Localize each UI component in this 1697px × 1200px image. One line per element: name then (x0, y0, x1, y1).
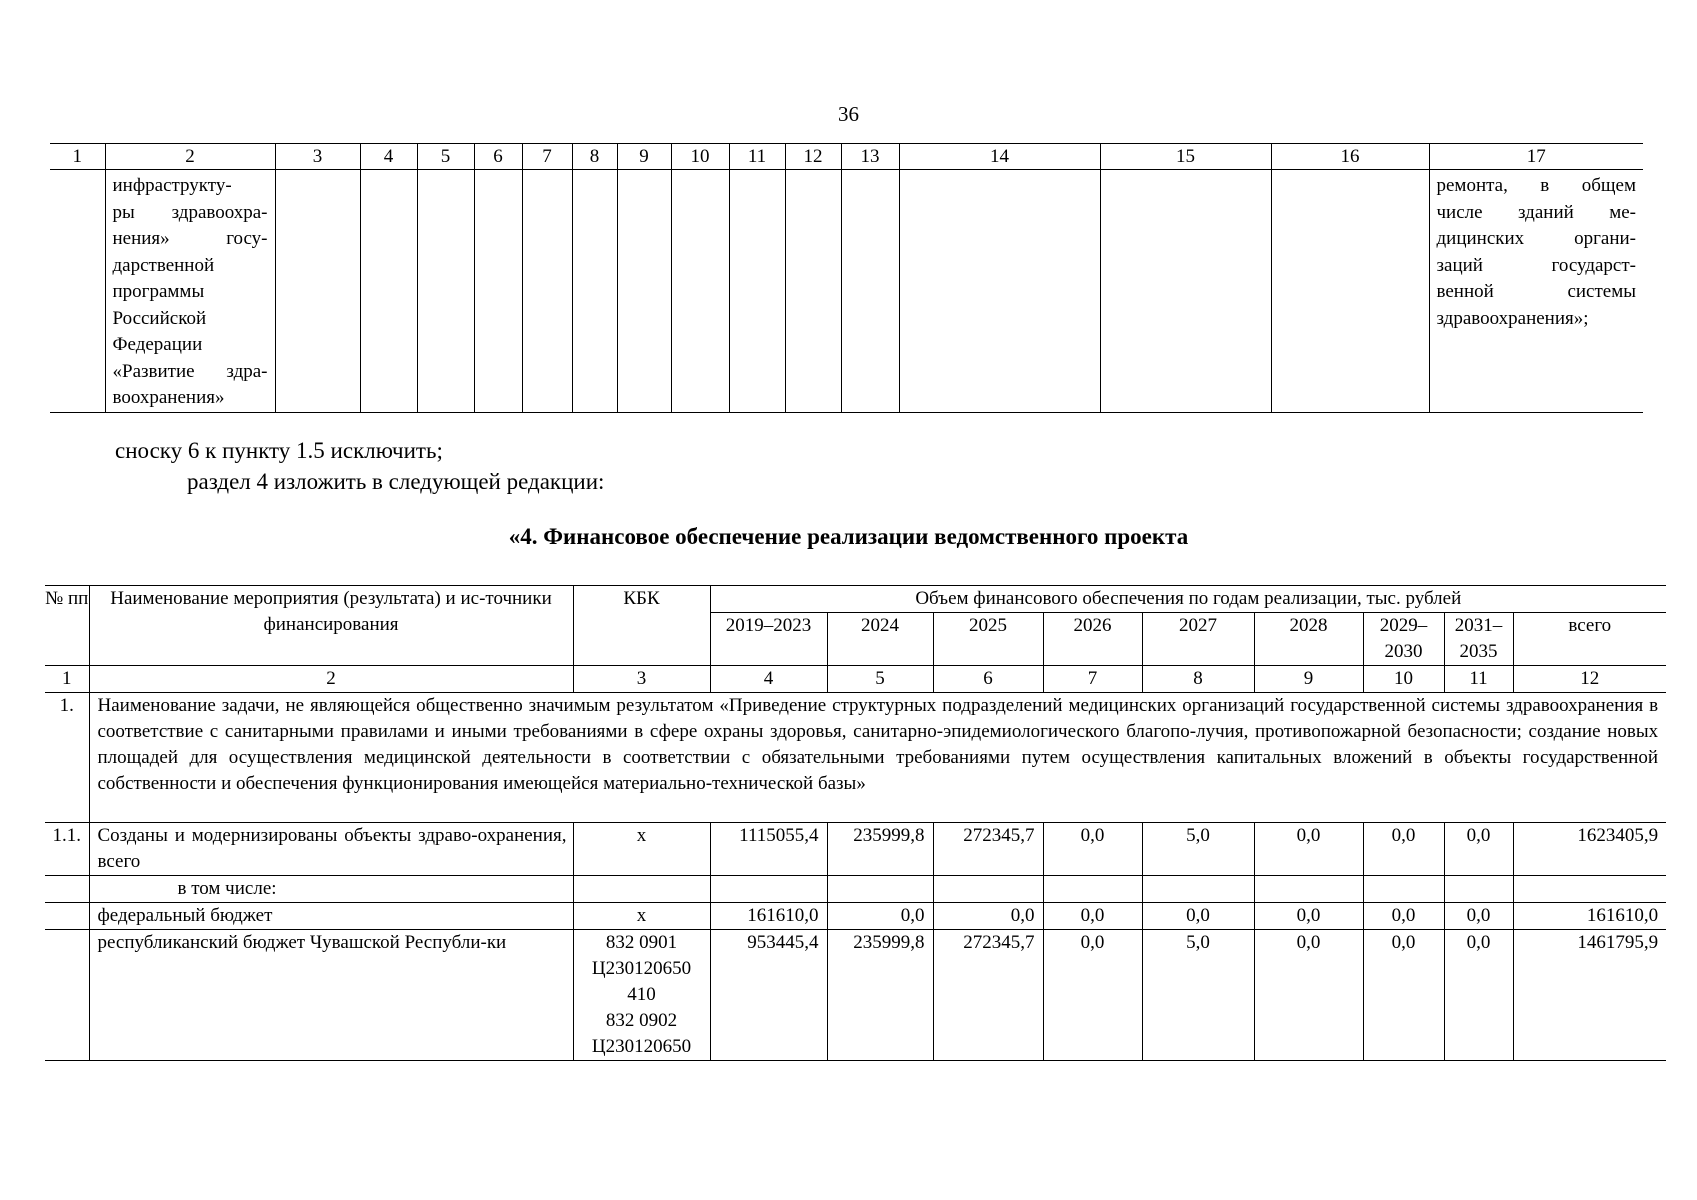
row-value: 0,0 (1043, 903, 1142, 930)
cell-text-line: ры здравоохра- (112, 201, 268, 223)
header-no: № пп (45, 586, 89, 666)
year-header: 2027 (1142, 613, 1254, 666)
row-number (45, 930, 89, 1061)
financing-table (45, 585, 1666, 1061)
column-number: 12 (1513, 666, 1666, 693)
row-kbk: x (573, 823, 710, 876)
row-value (1043, 876, 1142, 903)
row-value: 0,0 (1363, 823, 1444, 876)
table1-header-cell: 1 (50, 144, 105, 170)
row-value: 5,0 (1142, 823, 1254, 876)
cell-text-line: инфраструкту- (112, 175, 232, 196)
instruction-line-2: раздел 4 изложить в следующей редакции: (187, 469, 605, 494)
table1-header-cell: 10 (671, 144, 729, 170)
row-value (1254, 876, 1363, 903)
table1-header-cell: 2 (105, 144, 275, 170)
table1-header-cell: 3 (275, 144, 360, 170)
column-number: 9 (1254, 666, 1363, 693)
table1-cell (572, 170, 617, 413)
section-title: «4. Финансовое обеспечение реализации ведомственного проекта (508, 524, 1189, 549)
row-value: 235999,8 (827, 823, 933, 876)
task-row (45, 693, 1666, 823)
table1-header-cell: 9 (617, 144, 671, 170)
row-value: 0,0 (1444, 930, 1513, 1061)
table1-header-cell: 13 (841, 144, 899, 170)
table1-cell (275, 170, 360, 413)
column-number: 1 (45, 666, 89, 693)
cell-text-line: ремонта, в общем (1436, 175, 1636, 196)
row-name: федеральный бюджет (89, 903, 573, 930)
table1-cell (50, 170, 105, 413)
table1-header-row (50, 144, 1643, 170)
table1-body-row (50, 170, 1643, 413)
row-value: 0,0 (1254, 930, 1363, 1061)
cell-text-line: «Развитие здра- (112, 360, 268, 382)
column-number: 4 (710, 666, 827, 693)
column-number: 7 (1043, 666, 1142, 693)
table1-cell (1100, 170, 1271, 413)
table1-header-cell: 6 (474, 144, 522, 170)
header-name: Наименование мероприятия (результата) и ис-точники финансирования (89, 586, 573, 666)
table1-cell (671, 170, 729, 413)
row-value (1513, 876, 1666, 903)
cell-text-line: здравоохранения»; (1436, 307, 1589, 329)
continuation-table (50, 143, 1643, 413)
row-value: 1623405,9 (1513, 823, 1666, 876)
table1-header-cell: 7 (522, 144, 572, 170)
row-value: 161610,0 (710, 903, 827, 930)
year-header: 2031–2035 (1444, 613, 1513, 666)
column-number: 11 (1444, 666, 1513, 693)
row-value: 0,0 (1444, 823, 1513, 876)
row-name: в том числе: (89, 876, 573, 903)
row-value (827, 876, 933, 903)
column-numbers-row (45, 666, 1666, 693)
row-name: Созданы и модернизированы объекты здраво-охранения, всего (89, 823, 573, 876)
table1-cell (617, 170, 671, 413)
table-row (45, 930, 1666, 1061)
column-number: 5 (827, 666, 933, 693)
row-value: 1461795,9 (1513, 930, 1666, 1061)
column-number: 3 (573, 666, 710, 693)
row-value: 0,0 (1043, 930, 1142, 1061)
table1-cell (417, 170, 474, 413)
row-value: 272345,7 (933, 930, 1043, 1061)
row-value: 1115055,4 (710, 823, 827, 876)
row-value: 0,0 (1142, 903, 1254, 930)
table1-cell (841, 170, 899, 413)
table1-cell (360, 170, 417, 413)
row-value: 161610,0 (1513, 903, 1666, 930)
cell-text-line: дарственной (112, 254, 215, 276)
column-number: 10 (1363, 666, 1444, 693)
row-value (1142, 876, 1254, 903)
table1-cell-description (1429, 170, 1643, 413)
table1-header-cell: 15 (1100, 144, 1271, 170)
row-number (45, 876, 89, 903)
row-value: 0,0 (1043, 823, 1142, 876)
table1-header-cell: 16 (1271, 144, 1429, 170)
column-number: 2 (89, 666, 573, 693)
table-row (45, 903, 1666, 930)
table1-header-cell: 17 (1429, 144, 1643, 170)
row-kbk: 832 0901 Ц230120650 410 832 0902 Ц230120650 (573, 930, 710, 1061)
year-header: 2019–2023 (710, 613, 827, 666)
table-row (45, 876, 1666, 903)
table1-cell (729, 170, 785, 413)
row-value (710, 876, 827, 903)
cell-text-line: Федерации (112, 334, 203, 355)
year-header: 2028 (1254, 613, 1363, 666)
column-number: 8 (1142, 666, 1254, 693)
instruction-line-1: сноску 6 к пункту 1.5 исключить; (115, 438, 443, 463)
row-value: 0,0 (1363, 903, 1444, 930)
table1-header-cell: 8 (572, 144, 617, 170)
table-row (45, 823, 1666, 876)
cell-text-line: Российской (112, 307, 207, 329)
row-value: 953445,4 (710, 930, 827, 1061)
row-value (933, 876, 1043, 903)
row-number: 1.1. (45, 823, 89, 876)
cell-text-line: нения» госу- (112, 228, 268, 249)
task-number: 1. (45, 693, 89, 823)
row-value: 5,0 (1142, 930, 1254, 1061)
table1-header-cell: 14 (899, 144, 1100, 170)
table1-cell (474, 170, 522, 413)
header-kbk: КБК (573, 586, 710, 666)
year-header: 2024 (827, 613, 933, 666)
cell-text-line: дицинских органи- (1436, 228, 1636, 249)
cell-text-line: воохранения» (112, 387, 225, 408)
cell-text-line: программы (112, 281, 205, 302)
cell-text-line: венной системы (1436, 281, 1636, 302)
table1-header-cell: 4 (360, 144, 417, 170)
row-value: 0,0 (1254, 823, 1363, 876)
table1-header-cell: 12 (785, 144, 841, 170)
table1-cell (899, 170, 1100, 413)
cell-text-line: заций государст- (1436, 254, 1636, 276)
row-value: 0,0 (1363, 930, 1444, 1061)
row-value: 0,0 (827, 903, 933, 930)
year-header: 2025 (933, 613, 1043, 666)
table1-header-cell: 11 (729, 144, 785, 170)
row-kbk (573, 876, 710, 903)
row-number (45, 903, 89, 930)
task-description: Наименование задачи, не являющейся общественно значимым результатом «Приведение структурных подразделений медицинских организаций государственной системы здравоохранения в соответствие с санитарными правилами и иными требованиями в сфере охраны здоровья, санитарно-эпидемиологического благопо-лучия, противопожарной безопасности; создание новых площадей для осуществления медицинской деятельности в соответствии с обязательными требованиями путем осуществления капитальных вложений в объекты государственной собственности и обеспечения функционирования имеющейся материально-технической базы» (89, 693, 1666, 823)
row-value (1363, 876, 1444, 903)
row-name: республиканский бюджет Чувашской Республи-ки (89, 930, 573, 1061)
row-value: 0,0 (933, 903, 1043, 930)
row-value: 0,0 (1444, 903, 1513, 930)
row-value: 272345,7 (933, 823, 1043, 876)
column-number: 6 (933, 666, 1043, 693)
year-header: всего (1513, 613, 1666, 666)
row-kbk: x (573, 903, 710, 930)
row-value: 235999,8 (827, 930, 933, 1061)
table1-cell (1271, 170, 1429, 413)
year-header: 2026 (1043, 613, 1142, 666)
table1-cell-name (105, 170, 275, 413)
row-value: 0,0 (1254, 903, 1363, 930)
table1-cell (785, 170, 841, 413)
table1-cell (522, 170, 572, 413)
row-value (1444, 876, 1513, 903)
table1-header-cell: 5 (417, 144, 474, 170)
header-volume: Объем финансового обеспечения по годам реализации, тыс. рублей (710, 586, 1666, 613)
year-header: 2029–2030 (1363, 613, 1444, 666)
page-number: 36 (838, 102, 859, 126)
cell-text-line: числе зданий ме- (1436, 201, 1636, 223)
